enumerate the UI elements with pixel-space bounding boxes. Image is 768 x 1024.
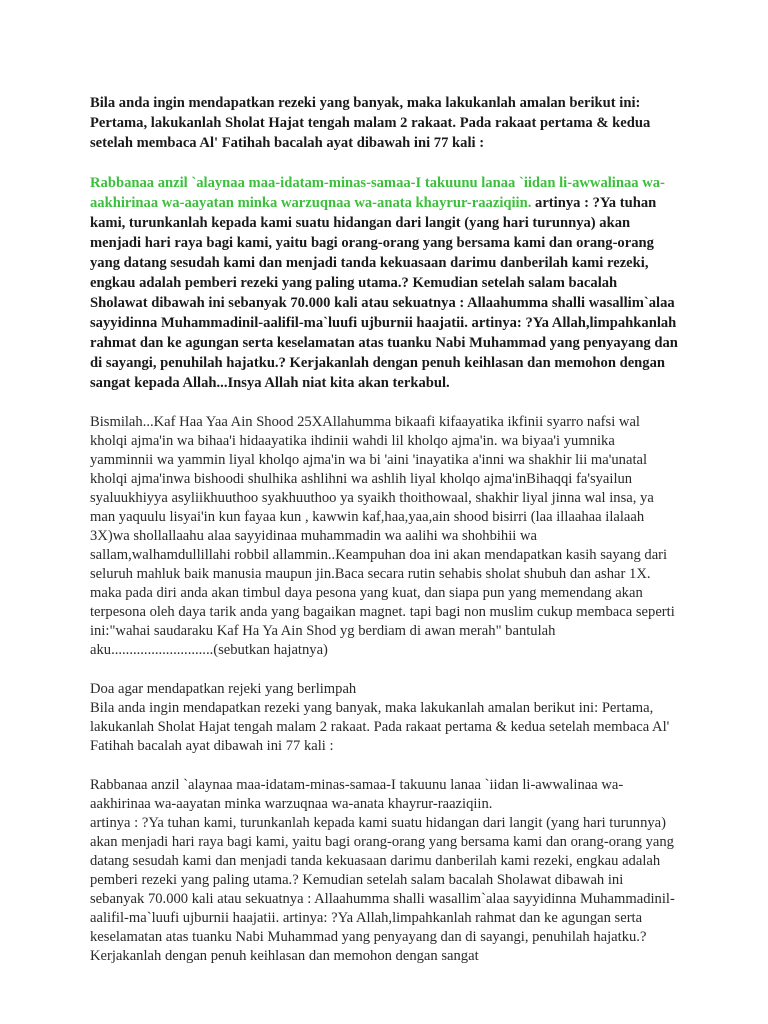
bismilah-paragraph xyxy=(90,413,678,660)
document-body xyxy=(90,93,678,966)
bismilah-text: Bismilah...Kaf Haa Yaa Ain Shood 25XAllahumma bikaafi kifaayatika ikfinii syarro nafsi wal kholqi ajma'in wa bihaa'i hidaayatika ihdinii wahdi lil kholqo ajma'in. wa biyaa'i yumnika yamminnii wa yammin liyal kholqo ajma'in wa bi 'aini 'inayatika a'inni wa shakhir lii ma'unatal kholqi ajma'inwa bishoodi shulhika ashlihni wa ashlih liyal kholqo ajma'inBihaqqi fa'syailun syaluukhiyya asyliikhuuthoo syakhuuthoo ya syaikh thoithowaal, shakhir liyal jinna wal insa, ya man yaquulu lisyai'in kun fayaa kun , kawwin kaf,haa,yaa,ain shood bisirri (laa illaahaa ilalaah 3X)wa shollallaahu alaa sayyidinaa muhammadin wa aalihi wa shohbihii wa sallam,walhamdullillahi robbil allammin..Keampuhan doa ini akan mendapatkan kasih sayang dari seluruh mahluk baik manusia maupun jin.Baca secara rutin sehabis sholat shubuh dan ashar 1X. maka pada diri anda akan timbul daya pesona yang kuat, dan siapa pun yang memendang akan terpesona oleh daya tarik anda yang bagaikan magnet. tapi bagi non muslim cukup membaca seperti ini:"wahai saudaraku Kaf Ha Ya Ain Shod yg berdiam di awan merah" bantulah aku xyxy=(90,414,675,658)
prayer-paragraph xyxy=(90,173,678,393)
bismilah-dots: ............................ xyxy=(111,642,214,658)
doa-intro: Bila anda ingin mendapatkan rezeki yang banyak, maka lakukanlah amalan berikut ini: Pertama, lakukanlah Sholat Hajat tengah malam 2 rakaat. Pada rakaat pertama & kedua setelah membaca Al' Fatihah bacalah ayat dibawah ini 77 kali : xyxy=(90,700,670,754)
prayer-translation: artinya : ?Ya tuhan kami, turunkanlah kepada kami suatu hidangan dari langit (yang hari turunnya) akan menjadi hari raya bagi kami, yaitu bagi orang-orang yang bersama kami dan orang-orang yang datang sesudah kami dan menjadi tanda kekuasaan darimu danberilah kami rezeki, engkau adalah pemberi rezeki yang paling utama.? Kemudian setelah salam bacalah Sholawat dibawah ini sebanyak 70.000 kali atau sekuatnya : Allaahumma shalli wasallim`alaa sayyidinna Muhammadinil-aalifil-ma`luufi ujburnii haajatii. artinya: ?Ya Allah,limpahkanlah rahmat dan ke agungan serta keselamatan atas tuanku Nabi Muhammad yang penyayang dan di sayangi, penuhilah hajatku.? Kerjakanlah dengan penuh keihlasan dan memohon dengan sangat kepada Allah...Insya Allah niat kita akan terkabul. xyxy=(90,195,678,391)
doa-artinya: artinya : ?Ya tuhan kami, turunkanlah kepada kami suatu hidangan dari langit (yang hari turunnya) akan menjadi hari raya bagi kami, yaitu bagi orang-orang yang bersama kami dan orang-orang yang datang sesudah kami dan menjadi tanda kekuasaan darimu danberilah kami rezeki, engkau adalah pemberi rezeki yang paling utama.? Kemudian setelah salam bacalah Sholawat dibawah ini sebanyak 70.000 kali atau sekuatnya : Allaahumma shalli wasallim`alaa sayyidinna Muhammadinil-aalifil-ma`luufi ujburnii haajatii. artinya: ?Ya Allah,limpahkanlah rahmat dan ke agungan serta keselamatan atas tuanku Nabi Muhammad yang penyayang dan di sayangi, penuhilah hajatku.? Kerjakanlah dengan penuh keihlasan dan memohon dengan sangat xyxy=(90,815,675,964)
spacer xyxy=(90,756,678,776)
intro-paragraph: Bila anda ingin mendapatkan rezeki yang banyak, maka lakukanlah amalan berikut ini: Pertama, lakukanlah Sholat Hajat tengah malam 2 rakaat. Pada rakaat pertama & kedua setelah membaca Al' Fatihah bacalah ayat dibawah ini 77 kali : xyxy=(90,95,651,151)
doa-prayer-section xyxy=(90,776,678,966)
bismilah-end: (sebutkan hajatnya) xyxy=(213,642,328,658)
spacer xyxy=(90,660,678,680)
spacer xyxy=(90,153,678,173)
doa-section xyxy=(90,680,678,756)
doa-prayer: Rabbanaa anzil `alaynaa maa-idatam-minas-samaa-I takuunu lanaa `iidan li-awwalinaa wa-aakhirinaa wa-aayatan minka warzuqnaa wa-anata khayrur-raaziqiin. xyxy=(90,777,624,812)
doa-title: Doa agar mendapatkan rejeki yang berlimpah xyxy=(90,681,357,697)
spacer xyxy=(90,393,678,413)
prayer-arabic-transliteration: Rabbanaa anzil `alaynaa maa-idatam-minas-samaa-I takuunu lanaa `iidan li-awwalinaa wa-aakhirinaa wa-aayatan minka warzuqnaa wa-anata khayrur-raaziqiin. xyxy=(90,175,665,211)
